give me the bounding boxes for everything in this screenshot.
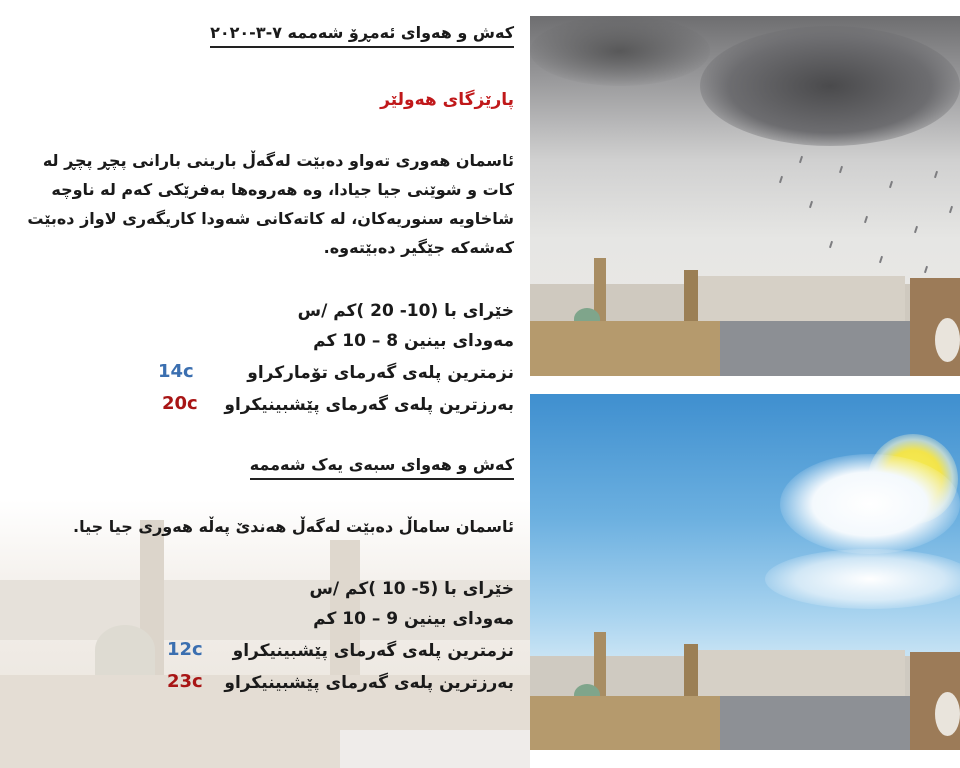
today-max-temp: 20c xyxy=(162,393,198,414)
tomorrow-max-temp: 23c xyxy=(167,671,203,692)
tomorrow-min-temp: 12c xyxy=(167,639,203,660)
tomorrow-min-label: نزمترین پلەی گەرمای پێشبینیکراو xyxy=(232,641,514,661)
sunny-sky-citadel-photo xyxy=(530,394,960,750)
storm-cloud-icon xyxy=(700,26,960,146)
today-min-temp: 14c xyxy=(158,361,194,382)
cloudy-rain-citadel-photo xyxy=(530,16,960,376)
today-title: کەش و هەوای ئەمڕۆ شەممە ٧-٣-٢٠٢٠ xyxy=(210,22,514,48)
today-max-label: بەرزترین پلەی گەرمای پێشبینیکراو xyxy=(224,395,514,415)
tomorrow-description: ئاسمان ساماڵ دەبێت لەگەڵ هەندێ پەڵە هەوری جیا جیا. xyxy=(73,517,514,536)
today-forecast xyxy=(20,0,522,430)
cloud-icon xyxy=(780,454,960,554)
today-visibility: مەودای بینین 8 – 10 کم xyxy=(313,331,514,351)
region-name: پارێزگای هەولێر xyxy=(380,90,514,110)
tomorrow-wind: خێرای با (5- 10 )کم /س xyxy=(309,579,514,599)
tomorrow-forecast xyxy=(20,440,522,750)
today-wind: خێرای با (10- 20 )کم /س xyxy=(297,301,514,321)
today-description: ئاسمان هەوری تەواو دەبێت لەگەڵ بارینی بارانی پچڕ پچڕ لە کات و شوێنی جیا جیادا، وە هەروەها بەفرێکی کەم لە ناوچە شاخاویە سنوریەکان، لە کاتەکانی شەودا کاریگەری لاواز دەبێت کەشەکە جێگیر دەبێتەوە. xyxy=(27,151,514,257)
tomorrow-visibility: مەودای بینین 9 – 10 کم xyxy=(313,609,514,629)
today-min-label: نزمترین پلەی گەرمای تۆمارکراو xyxy=(247,363,514,383)
tomorrow-title: کەش و هەوای سبەی یەک شەممە xyxy=(250,454,514,480)
tomorrow-max-label: بەرزترین پلەی گەرمای پێشبینیکراو xyxy=(224,673,514,693)
